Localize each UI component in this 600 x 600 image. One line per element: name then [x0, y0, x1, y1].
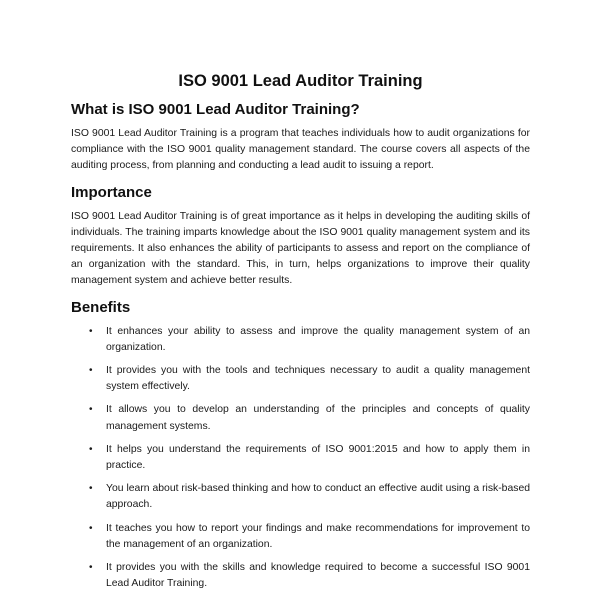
bullet-icon: •	[89, 562, 93, 574]
list-item-text: It provides you with the tools and techniques necessary to audit a quality management system effectively.	[106, 365, 530, 393]
list-item	[71, 560, 530, 592]
list-item-text: You learn about risk-based thinking and how to conduct an effective audit using a risk-based approach.	[106, 483, 530, 511]
section-heading-importance: Importance	[71, 183, 152, 201]
list-item-text: It provides you with the skills and knowledge required to become a successful ISO 9001 Lead Auditor Training.	[106, 562, 530, 590]
bullet-icon: •	[89, 404, 93, 416]
bullet-icon: •	[89, 325, 93, 337]
list-item	[71, 324, 530, 356]
list-item	[71, 363, 530, 395]
document-page	[71, 70, 530, 599]
list-item	[71, 402, 530, 434]
list-item-text: It helps you understand the requirements of ISO 9001:2015 and how to apply them in practice.	[106, 443, 530, 472]
list-item-text: It enhances your ability to assess and improve the quality management system of an organization.	[106, 325, 530, 353]
page-title: ISO 9001 Lead Auditor Training	[178, 72, 423, 90]
bullet-icon: •	[89, 365, 93, 377]
list-item	[71, 521, 530, 553]
list-item	[71, 481, 530, 513]
list-item	[71, 442, 530, 474]
section-heading-what-is: What is ISO 9001 Lead Auditor Training?	[71, 101, 360, 118]
bullet-icon: •	[89, 483, 93, 495]
bullet-icon: •	[89, 443, 93, 455]
section-heading-benefits: Benefits	[71, 298, 131, 316]
paragraph-what-is: ISO 9001 Lead Auditor Training is a program that teaches individuals how to audit organizations for compliance with the ISO 9001 quality management standard. The course covers all aspects of the auditing process, from planning and conducting a lead audit to issuing a report.	[71, 128, 530, 172]
list-item-text: It teaches you how to report your findings and make recommendations for improvement to the management of an organization.	[106, 522, 530, 550]
paragraph-importance: ISO 9001 Lead Auditor Training is of great importance as it helps in developing the auditing skills of individuals. The training imparts knowledge about the ISO 9001 quality management system and its requirements. It also enhances the ability of participants to assess and report on the compliance of an organization with the standard. This, in turn, helps organizations to improve their quality management system and achieve better results.	[71, 210, 530, 287]
benefits-list	[71, 324, 530, 593]
list-item-text: It allows you to develop an understanding of the principles and concepts of quality management systems.	[106, 404, 530, 432]
bullet-icon: •	[89, 522, 93, 534]
